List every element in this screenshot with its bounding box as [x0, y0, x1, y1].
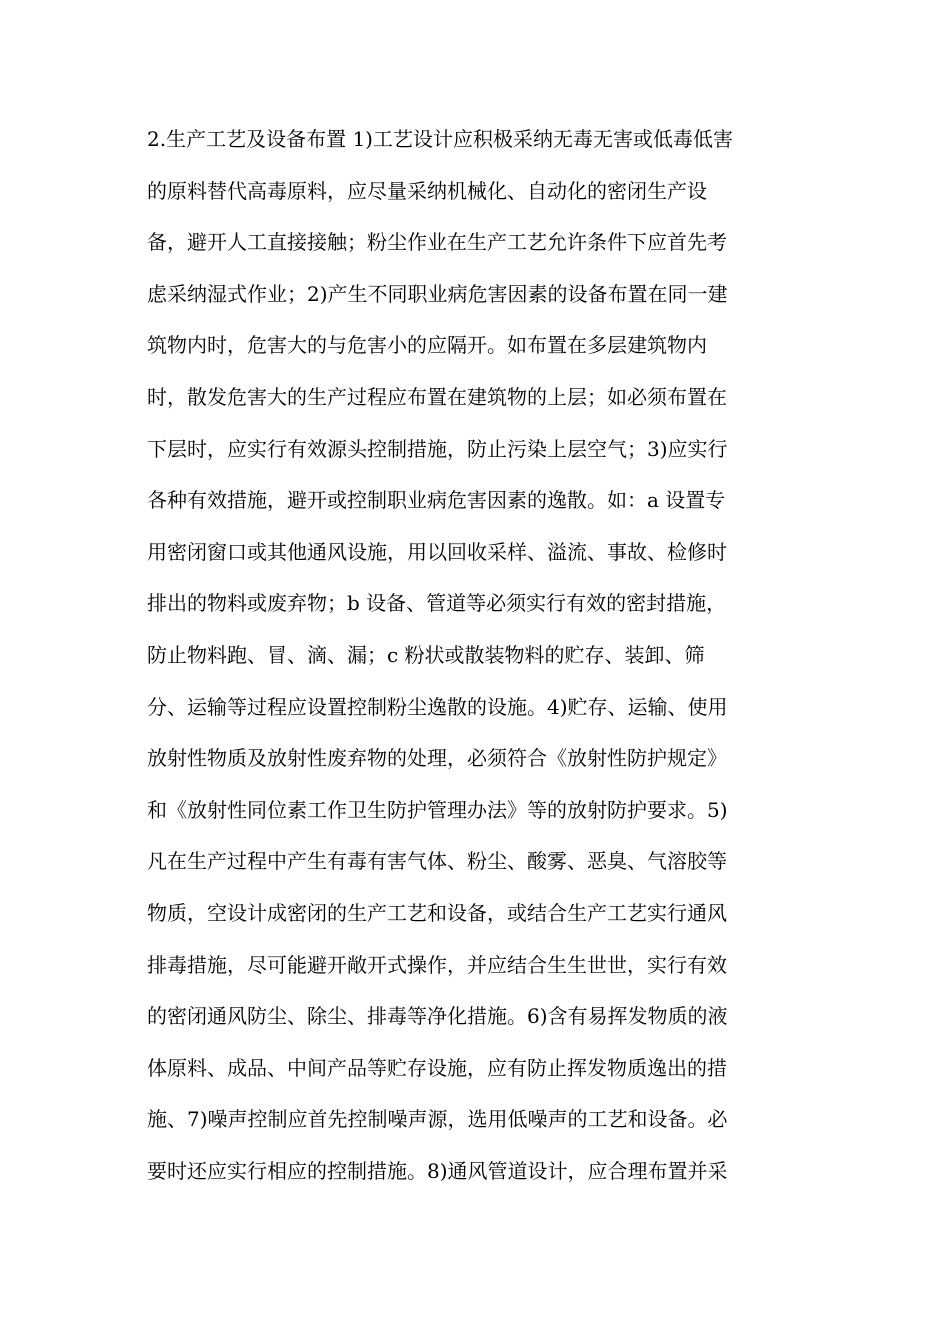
text-line: 体原料、成品、中间产品等贮存设施，应有防止挥发物质逸出的措 — [147, 1055, 727, 1080]
text-line: 2.生产工艺及设备布置 1)工艺设计应积极采纳无毒无害或低毒低害 — [147, 127, 733, 151]
text-line: 物质，空设计成密闭的生产工艺和设备，或结合生产工艺实行通风 — [147, 900, 727, 925]
text-line: 时，散发危害大的生产过程应布置在建筑物的上层；如必须布置在 — [147, 384, 727, 409]
text-line: 要时还应实行相应的控制措施。8)通风管道设计，应合理布置并采 — [147, 1158, 728, 1183]
text-line: 的密闭通风防尘、除尘、排毒等净化措施。6)含有易挥发物质的液 — [147, 1004, 728, 1029]
text-line: 排出的物料或废弃物；b 设备、管道等必须实行有效的密封措施， — [147, 591, 727, 616]
body-paragraph — [147, 114, 807, 1197]
text-line: 各种有效措施，避开或控制职业病危害因素的逸散。如：a 设置专 — [147, 488, 726, 513]
text-line: 虑采纳湿式作业；2)产生不同职业病危害因素的设备布置在同一建 — [147, 281, 728, 306]
text-line: 防止物料跑、冒、滴、漏；c 粉状或散装物料的贮存、装卸、筛 — [147, 642, 705, 667]
text-line: 下层时，应实行有效源头控制措施，防止污染上层空气；3)应实行 — [147, 436, 728, 461]
text-line: 凡在生产过程中产生有毒有害气体、粉尘、酸雾、恶臭、气溶胶等 — [147, 849, 727, 874]
text-line: 施、7)噪声控制应首先控制噪声源，选用低噪声的工艺和设备。必 — [147, 1107, 728, 1132]
text-line: 分、运输等过程应设置控制粉尘逸散的设施。4)贮存、运输、使用 — [147, 694, 728, 719]
text-line: 筑物内时，危害大的与危害小的应隔开。如布置在多层建筑物内 — [147, 333, 707, 358]
text-line: 的原料替代高毒原料，应尽量采纳机械化、自动化的密闭生产设 — [147, 178, 707, 203]
text-line: 排毒措施，尽可能避开敞开式操作，并应结合生生世世，实行有效 — [147, 952, 727, 977]
text-line: 用密闭窗口或其他通风设施，用以回收采样、溢流、事故、检修时 — [147, 539, 727, 564]
text-line: 放射性物质及放射性废弃物的处理，必须符合《放射性防护规定》 — [147, 746, 727, 771]
text-line: 和《放射性同位素工作卫生防护管理办法》等的放射防护要求。5) — [147, 797, 728, 822]
text-line: 备，避开人工直接接触；粉尘作业在生产工艺允许条件下应首先考 — [147, 230, 727, 255]
